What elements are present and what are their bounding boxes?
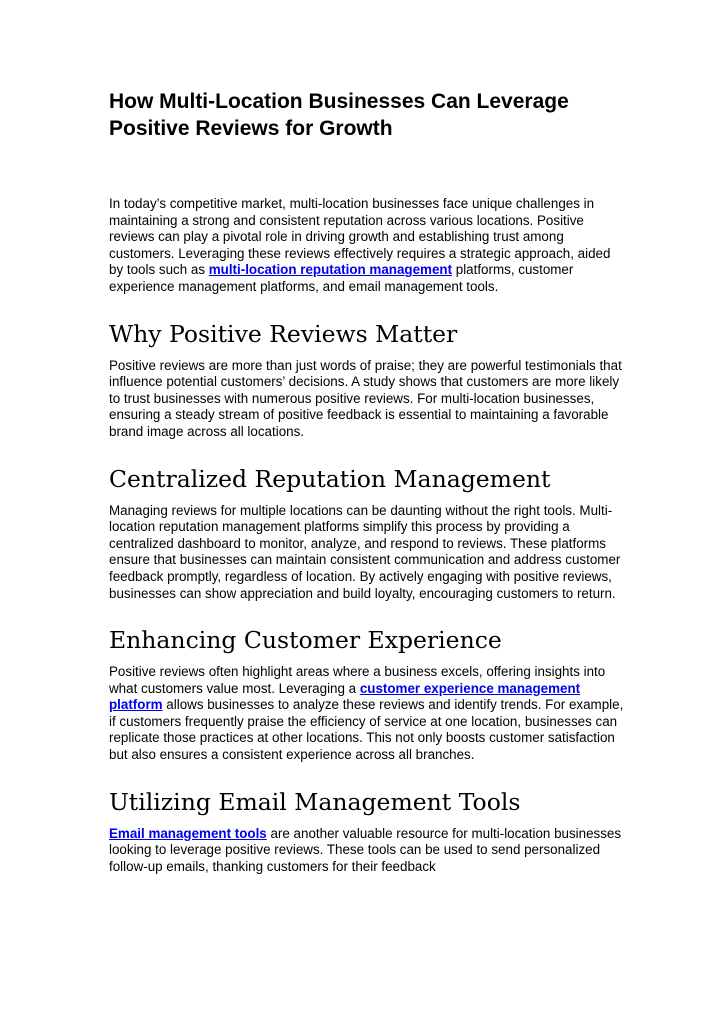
section-body-customer-experience	[109, 664, 624, 764]
customer-experience-text-after-link: allows businesses to analyze these reviews and identify trends. For example, if customers frequently praise the efficiency of service at one location, businesses can replicate those practices at other locations. This not only boosts customer satisfaction but also ensures a consistent experience across all branches.	[109, 697, 624, 763]
section-heading-customer-experience: Enhancing Customer Experience	[109, 626, 502, 655]
document-title: How Multi-Location Businesses Can Leverage Positive Reviews for Growth	[109, 90, 569, 140]
email-management-tools-link[interactable]: Email management tools	[109, 825, 267, 841]
intro-text-before-link: In today’s competitive market, multi-location businesses face unique challenges in maintaining a strong and consistent reputation across various locations. Positive reviews can play a pivotal role in driving growth and establishing trust among customers. Leveraging these reviews effectively requires a strategic approach, aided by tools such as	[109, 196, 611, 278]
intro-paragraph	[109, 196, 624, 296]
email-tools-text-after-link: are another valuable resource for multi-location businesses looking to leverage positive reviews. These tools can be used to send personalized follow-up emails, thanking customers for their feedback	[109, 825, 622, 874]
section-body-why-positive-reviews: Positive reviews are more than just words of praise; they are powerful testimonials that influence potential customers’ decisions. A study shows that customers are more likely to trust businesses with numerous positive reviews. For multi-location businesses, ensuring a steady stream of positive feedback is essential to maintaining a favorable brand image across all locations.	[109, 357, 622, 439]
section-heading-why-positive-reviews: Why Positive Reviews Matter	[109, 319, 458, 348]
intro-text-after-link: platforms, customer experience management platforms, and email management tools.	[109, 262, 574, 294]
section-body-email-tools	[109, 826, 624, 876]
section-body-centralized-reputation: Managing reviews for multiple locations can be daunting without the right tools. Multi-location reputation management platforms simplify this process by providing a centralized dashboard to monitor, analyze, and respond to reviews. These platforms ensure that businesses can maintain consistent communication and address customer feedback promptly, regardless of location. By actively engaging with positive reviews, businesses can show appreciation and build loyalty, encouraging customers to return.	[109, 502, 621, 601]
section-heading-centralized-reputation: Centralized Reputation Management	[109, 464, 551, 493]
section-heading-email-tools: Utilizing Email Management Tools	[109, 787, 521, 816]
multi-location-reputation-management-link[interactable]: multi-location reputation management	[208, 262, 453, 278]
customer-experience-platform-link[interactable]: customer experience management platform	[109, 680, 581, 713]
document-page	[109, 88, 624, 875]
customer-experience-text-before-link: Positive reviews often highlight areas where a business excels, offering insights into what customers value most. Leveraging a	[109, 664, 606, 696]
